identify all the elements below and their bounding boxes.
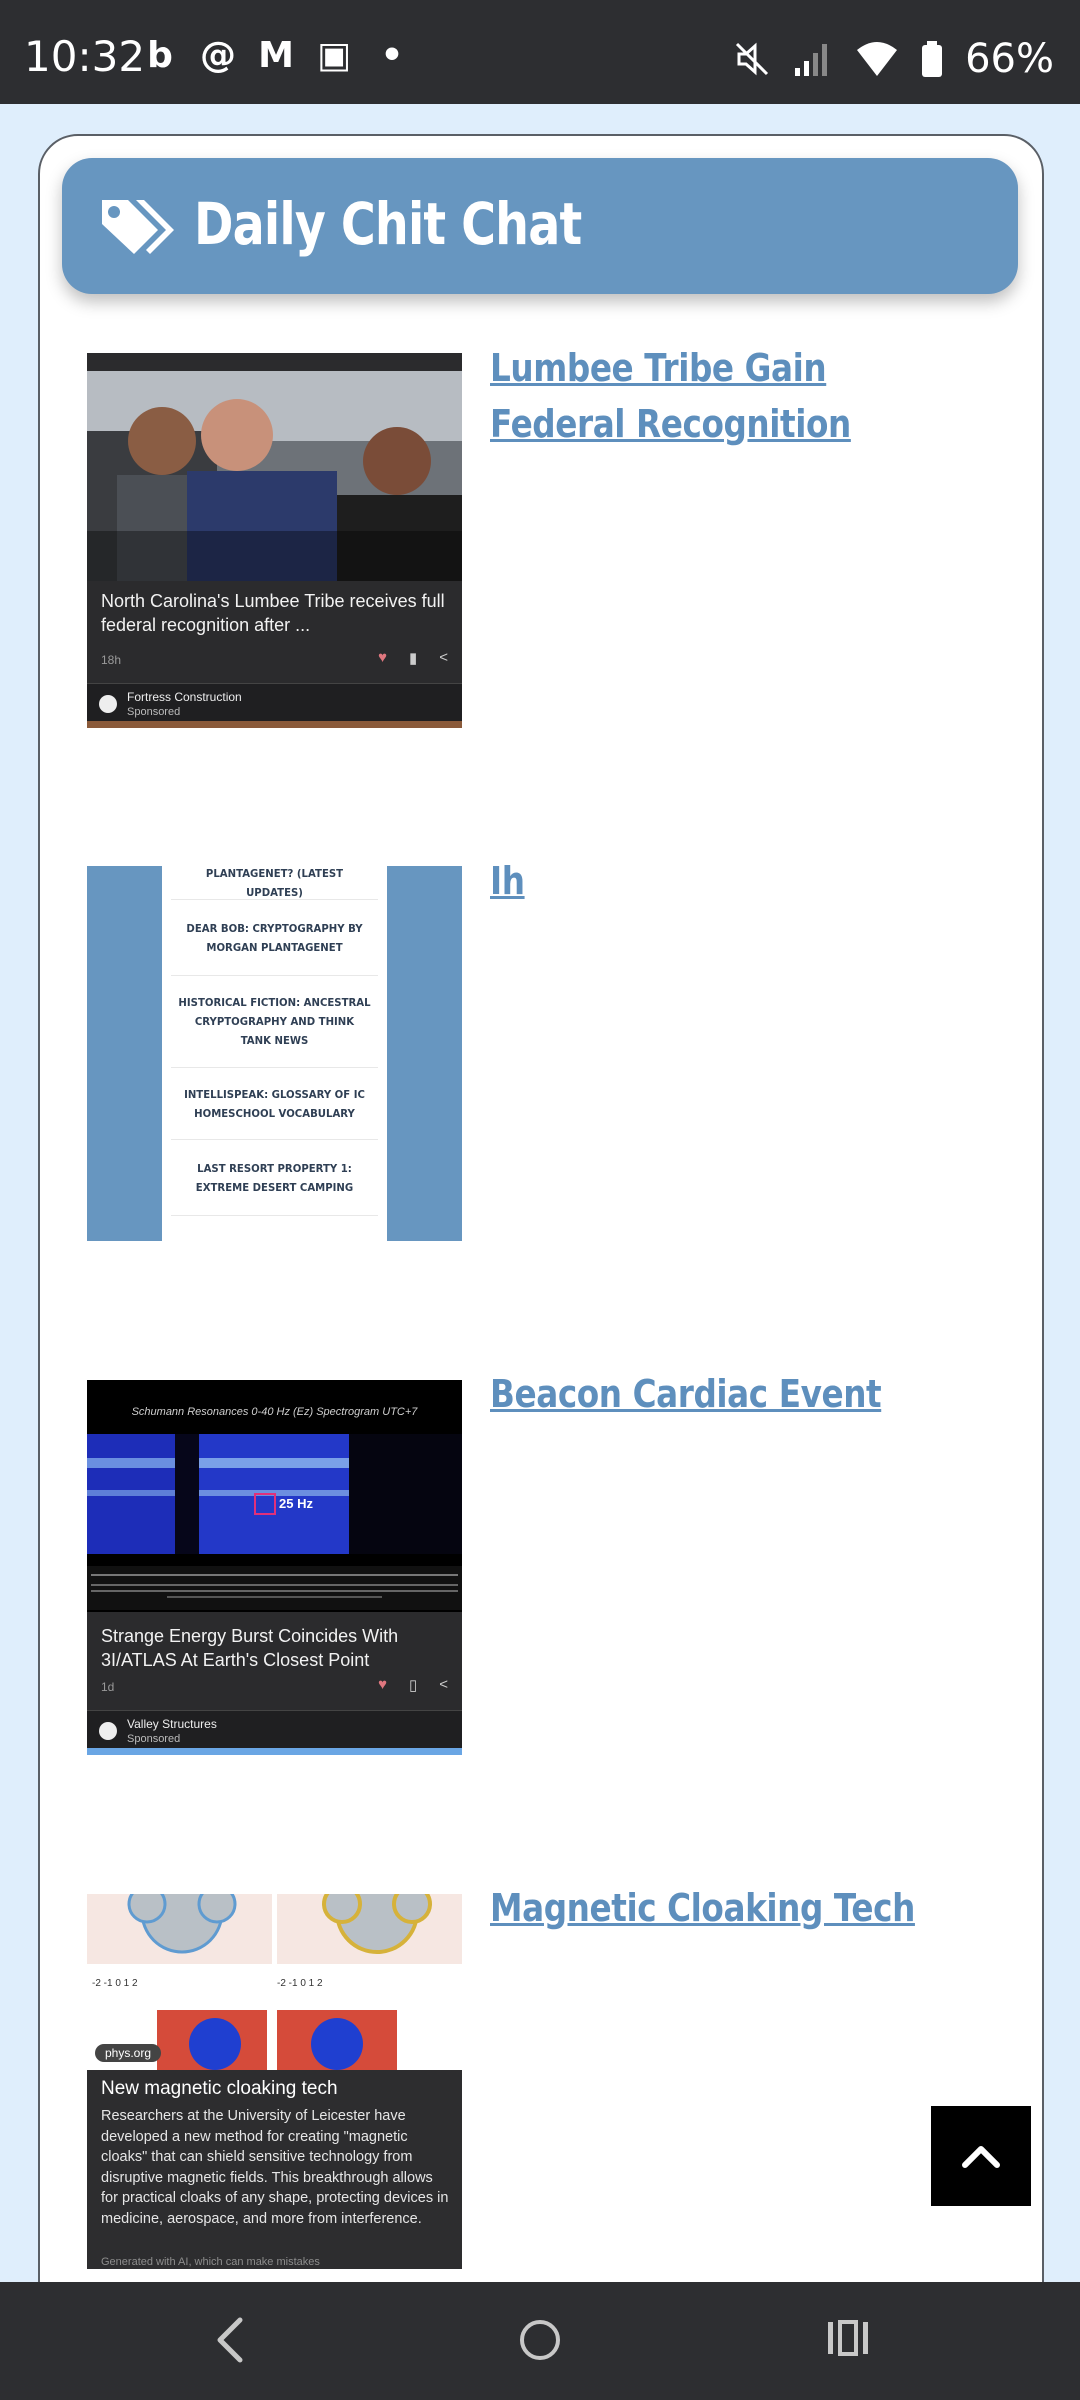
- heart-icon: ♥: [378, 649, 387, 666]
- spectrogram-caption: Schumann Resonances 0-40 Hz (Ez) Spectrogram UTC+7: [131, 1406, 418, 1418]
- sponsor-bar: [87, 683, 462, 723]
- notification-icons: [140, 35, 412, 76]
- ai-summary-title: New magnetic cloaking tech: [101, 2078, 338, 2099]
- tags-icon: [98, 194, 174, 258]
- sponsor-bar: [87, 1710, 462, 1750]
- post-thumbnail-ih[interactable]: [87, 866, 462, 1241]
- threads-icon: @: [200, 35, 236, 76]
- app-notification-icon: ▣: [316, 35, 351, 76]
- spectrogram-notes: [87, 1566, 462, 1610]
- status-bar: [0, 0, 1080, 104]
- ai-summary-card: [87, 1894, 462, 2269]
- ai-disclaimer: Generated with AI, which can make mistakes: [101, 2256, 320, 2268]
- back-to-top-button[interactable]: [931, 2106, 1031, 2206]
- menu-panel: [162, 866, 387, 1241]
- mute-icon: [733, 40, 771, 78]
- post-thumbnail-lumbee[interactable]: [87, 353, 462, 728]
- news-headline: Strange Energy Burst Coincides With 3I/ATLAS At Earth's Closest Point: [101, 1626, 399, 1670]
- post-link-cloak[interactable]: Magnetic Cloaking Tech: [490, 1886, 915, 1930]
- recents-icon[interactable]: [826, 2318, 870, 2358]
- share-icon: <: [439, 649, 448, 666]
- status-time: 10:32: [24, 32, 146, 81]
- frequency-marker: 25 Hz: [279, 1496, 313, 1511]
- bookmark-icon: ▮: [408, 650, 418, 667]
- news-time: 18h: [101, 653, 122, 667]
- menu-screenshot: [87, 866, 462, 1241]
- image-strip: [87, 721, 462, 728]
- battery-icon: [921, 40, 943, 78]
- heart-icon: ♥: [378, 1676, 387, 1693]
- ai-summary-body: Researchers at the University of Leicester have developed a new method for creating "magnetic cloaks" that can shield sensitive technology from disruptive magnetic fields. This breakthrough allows for practical cloaks of any shape, protecting devices in medicine, aerospace, and more from interference.: [101, 2108, 449, 2227]
- image-strip: [87, 1748, 462, 1755]
- news-card: [87, 1380, 462, 1755]
- menu-item: PLANTAGENET? (LATEST UPDATES): [171, 866, 378, 900]
- post-link-ih[interactable]: Ih: [490, 859, 525, 903]
- back-icon[interactable]: [210, 2316, 250, 2364]
- news-actions: [378, 1676, 448, 1694]
- news-card: [87, 353, 462, 728]
- post-link-lumbee[interactable]: Lumbee Tribe Gain Federal Recognition: [490, 346, 851, 446]
- sponsor-name: Valley Structures: [127, 1717, 217, 1731]
- bookmark-icon: ▯: [408, 1677, 418, 1694]
- menu-item: INTELLISPEAK: GLOSSARY OF IC HOMESCHOOL VOCABULARY: [171, 1068, 378, 1140]
- share-icon: <: [439, 1676, 448, 1693]
- sponsor-label: Sponsored: [127, 706, 181, 718]
- menu-item: LAST RESORT PROPERTY 1: EXTREME DESERT CAMPING: [171, 1140, 378, 1216]
- widget-title: Daily Chit Chat: [194, 190, 582, 258]
- bing-icon: b: [147, 35, 173, 76]
- news-actions: [378, 649, 448, 667]
- more-notifications-icon: •: [380, 35, 404, 76]
- gmail-icon: M: [258, 35, 294, 76]
- sponsor-name: Fortress Construction: [127, 690, 242, 704]
- menu-item: HISTORICAL FICTION: ANCESTRAL CRYPTOGRAPHY AND THINK TANK NEWS: [171, 976, 378, 1068]
- sponsor-logo: [99, 1722, 117, 1740]
- post-link-beacon[interactable]: Beacon Cardiac Event: [490, 1372, 882, 1416]
- news-time: 1d: [101, 1680, 115, 1694]
- home-icon[interactable]: [520, 2320, 560, 2360]
- wifi-icon: [855, 40, 899, 78]
- spectrogram-image: [87, 1434, 462, 1554]
- source-chip: phys.org: [95, 2044, 161, 2062]
- news-headline: North Carolina's Lumbee Tribe receives full federal recognition after ...: [101, 591, 445, 635]
- svg-text:-2 -1 0 1 2: -2 -1 0 1 2: [277, 1978, 323, 1989]
- battery-percent: 66%: [965, 36, 1054, 82]
- menu-item: DEAR BOB: CRYPTOGRAPHY BY MORGAN PLANTAGENET: [171, 900, 378, 976]
- system-nav-bar: [0, 2282, 1080, 2400]
- svg-text:-2 -1 0 1 2: -2 -1 0 1 2: [92, 1978, 138, 1989]
- sponsor-logo: [99, 695, 117, 713]
- post-thumbnail-beacon[interactable]: [87, 1380, 462, 1755]
- widget-header: [62, 158, 1018, 294]
- post-thumbnail-cloak[interactable]: [87, 1894, 462, 2269]
- signal-icon: [793, 40, 833, 78]
- spectrogram-panel: [87, 1380, 462, 1612]
- chevron-up-icon: [961, 2143, 1001, 2169]
- news-photo: [87, 371, 462, 581]
- sponsor-label: Sponsored: [127, 1733, 181, 1745]
